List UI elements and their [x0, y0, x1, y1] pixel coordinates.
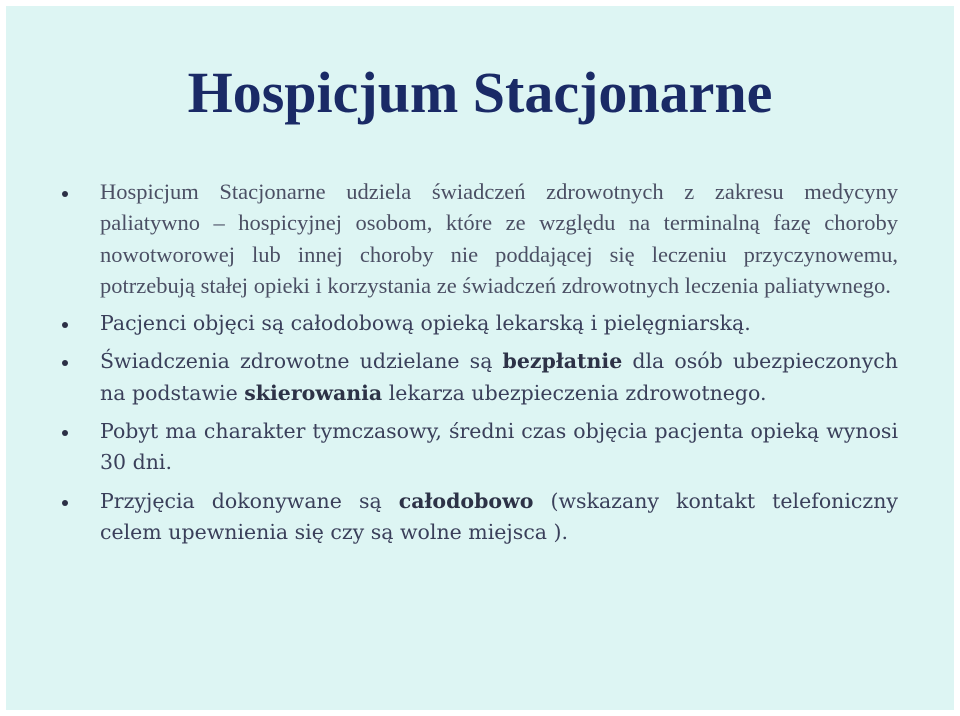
bullet-emphasis-referral: skierowania	[244, 380, 383, 405]
bullet-item-admissions	[58, 486, 898, 549]
slide	[6, 6, 954, 710]
bullet-dot-icon	[62, 191, 68, 197]
bullet-text: dla osób ubezpieczonych na podstawie	[100, 349, 898, 405]
slide-title: Hospicjum Stacjonarne	[187, 60, 773, 125]
bullet-text: Pacjenci objęci są całodobową opieką lekarską i pielęgniarską.	[100, 311, 751, 336]
bullet-dot-icon	[62, 430, 68, 436]
bullet-dot-icon	[62, 360, 68, 366]
bullet-item-hospice-description	[58, 176, 898, 301]
bullet-item-round-the-clock-care	[58, 308, 898, 339]
bullet-text: lekarza ubezpieczenia zdrowotnego.	[382, 380, 767, 405]
bullet-emphasis-free: bezpłatnie	[502, 349, 623, 374]
bullet-item-stay-duration	[58, 416, 898, 479]
bullet-text: Pobyt ma charakter tymczasowy, średni czas objęcia pacjenta opieką wynosi 30 dni.	[100, 419, 898, 475]
bullet-text: Przyjęcia dokonywane są	[100, 488, 399, 513]
bullet-dot-icon	[62, 500, 68, 506]
bullet-dot-icon	[62, 322, 68, 328]
bullet-list	[58, 176, 898, 555]
bullet-item-free-services	[58, 346, 898, 409]
bullet-emphasis-round-the-clock: całodobowo	[398, 488, 534, 513]
bullet-text: (wskazany kontakt telefoniczny celem upewnienia się czy są wolne miejsca ).	[100, 488, 898, 544]
bullet-text: Świadczenia zdrowotne udzielane są	[100, 349, 503, 374]
bullet-text: Hospicjum Stacjonarne udziela świadczeń zdrowotnych z zakresu medycyny paliatywno – hospicyjnej osobom, które ze względu na terminalną fazę choroby nowotworowej lub innej choroby nie poddającej się leczeniu przyczynowemu, potrzebują stałej opieki i korzystania ze świadczeń zdrowotnych leczenia paliatywnego.	[100, 179, 898, 298]
